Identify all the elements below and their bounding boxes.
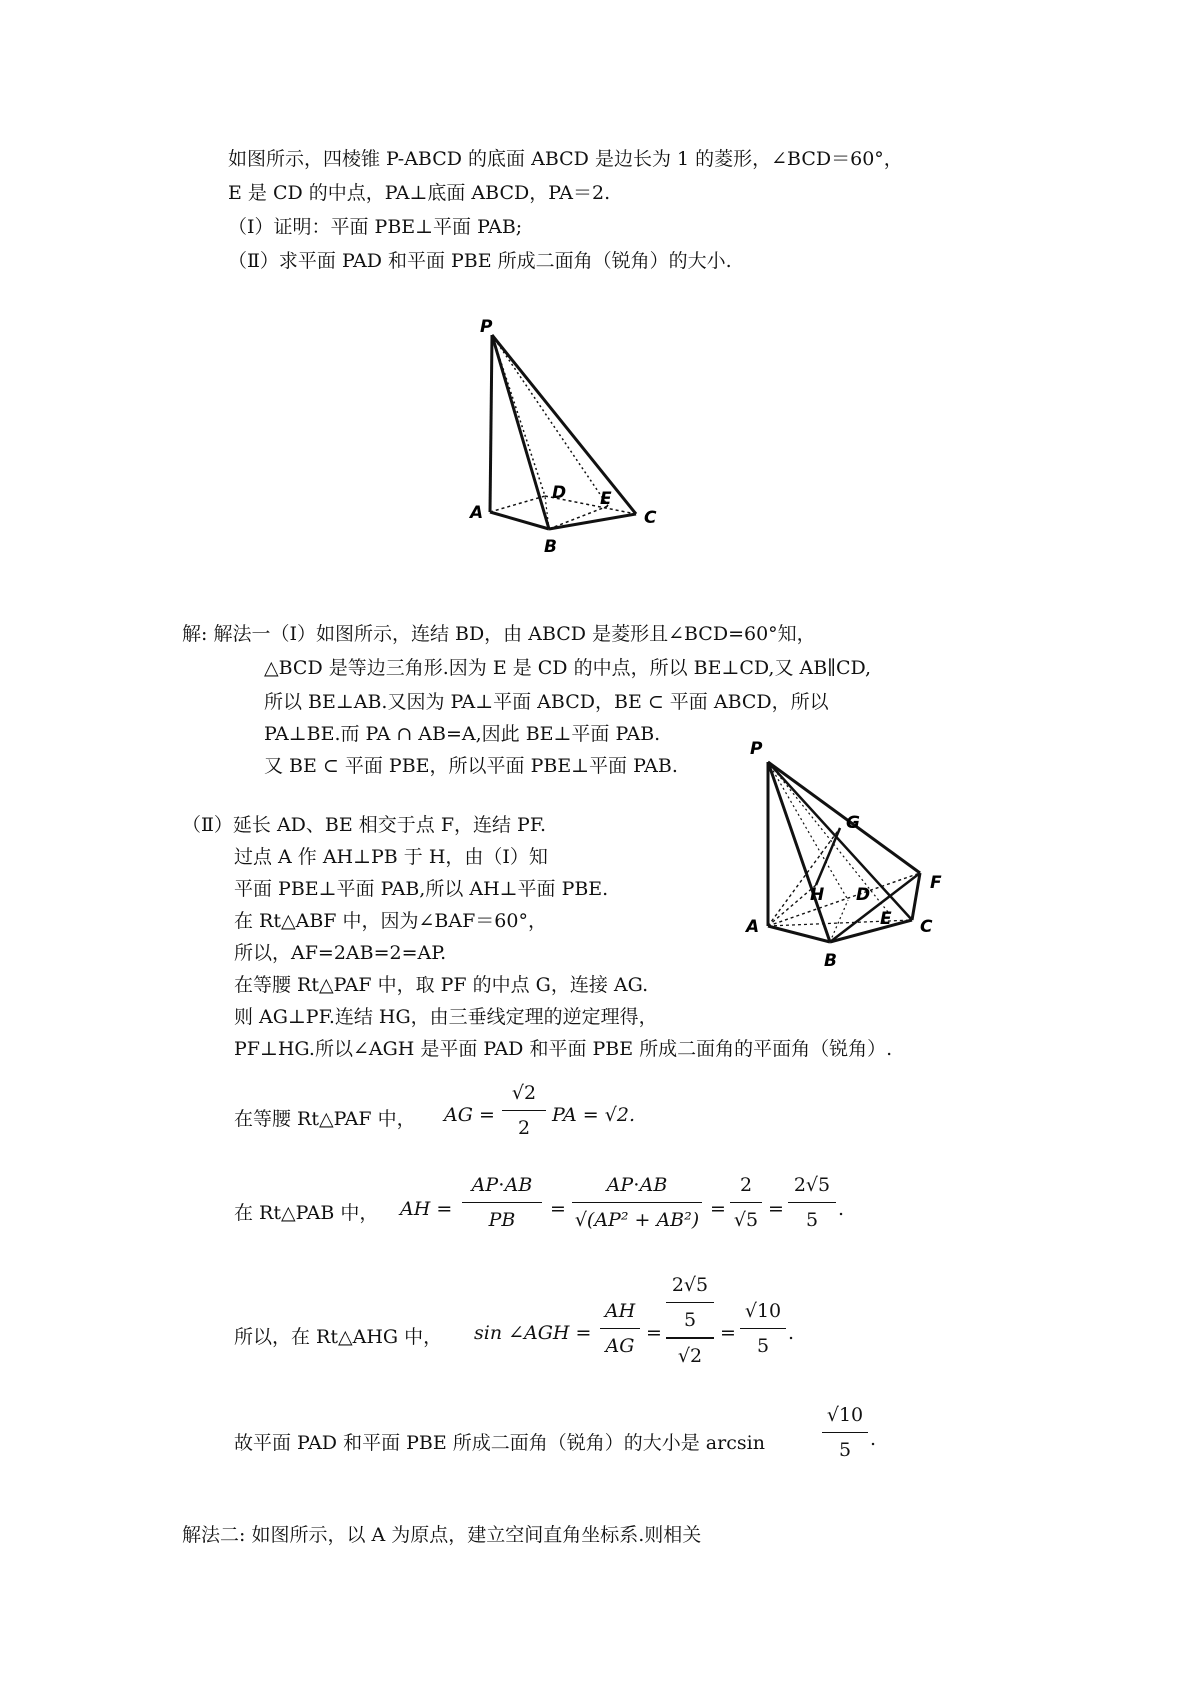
fraction-denominator: 5 <box>805 1209 819 1231</box>
equation-ag-lhs: AG = <box>444 1104 495 1126</box>
fraction-2-over-root5 <box>730 1170 762 1235</box>
solution2-line-6: 在等腰 Rt△PAF 中，取 PF 的中点 G，连接 AG. <box>234 974 649 996</box>
equals-sign: = <box>710 1198 726 1220</box>
solution2-line-5: 所以，AF=2AB=2=AP. <box>234 942 447 964</box>
fraction-2root5-over-5 <box>788 1170 836 1235</box>
equals-sign: = <box>768 1198 784 1220</box>
solution2-line-2: 过点 A 作 AH⊥PB 于 H，由（Ⅰ）知 <box>234 846 548 868</box>
problem-part-2: （Ⅱ）求平面 PAD 和平面 PBE 所成二面角（锐角）的大小. <box>228 250 732 272</box>
fraction-sqrt2-over-2 <box>502 1078 546 1143</box>
vertex-label-d: D <box>856 885 871 905</box>
fraction-numerator: √2 <box>511 1082 537 1104</box>
point-label-h: H <box>810 885 825 905</box>
inner-numerator: 2√5 <box>671 1274 709 1296</box>
fraction-ah-over-ag <box>600 1296 640 1361</box>
equation-ah-lhs: AH = <box>400 1198 453 1220</box>
fraction-denominator: AG <box>605 1335 635 1357</box>
equation-ag-rest: PA = √2. <box>552 1104 635 1126</box>
vertex-label-e: E <box>600 489 612 509</box>
point-label-e: E <box>880 909 892 929</box>
equation-ag-prefix: 在等腰 Rt△PAF 中， <box>234 1108 416 1130</box>
equation-sin-agh <box>234 1270 834 1390</box>
fraction-denominator: PB <box>488 1209 516 1231</box>
fraction-ap-ab-over-root <box>572 1170 702 1235</box>
vertex-label-b: B <box>544 537 557 557</box>
problem-part-1: （Ⅰ）证明：平面 PBE⊥平面 PAB; <box>228 216 523 238</box>
vertex-label-p: P <box>750 740 763 759</box>
solution2-line-8: PF⊥HG.所以∠AGH 是平面 PAD 和平面 PBE 所成二面角的平面角（锐角）. <box>234 1038 893 1060</box>
pyramid-figure-2 <box>740 740 970 970</box>
inner-denominator: 5 <box>683 1309 697 1331</box>
equation-sin-prefix: 所以，在 Rt△AHG 中， <box>234 1326 443 1348</box>
fraction-numerator: 2 <box>739 1174 753 1196</box>
fraction-root10-over-5 <box>822 1400 868 1465</box>
problem-line-2: E 是 CD 的中点，PA⊥底面 ABCD，PA＝2. <box>228 182 611 204</box>
complex-fraction <box>666 1270 714 1371</box>
point-label-g: G <box>846 813 860 833</box>
fraction-denominator: 5 <box>756 1335 770 1357</box>
pyramid-figure-1 <box>460 318 680 568</box>
vertex-label-b: B <box>824 951 837 970</box>
vertex-label-p: P <box>480 318 493 337</box>
vertex-label-c: C <box>644 508 657 528</box>
fraction-root10-over-5 <box>740 1296 786 1361</box>
equation-ah-prefix: 在 Rt△PAB 中， <box>234 1202 379 1224</box>
period: . <box>838 1198 845 1220</box>
period: . <box>788 1322 795 1344</box>
fraction-numerator: AP⋅AB <box>606 1174 668 1196</box>
solution1-line-2: △BCD 是等边三角形.因为 E 是 CD 的中点，所以 BE⊥CD,又 AB∥CD, <box>264 657 872 679</box>
solution1-line-4: PA⊥BE.而 PA ∩ AB=A,因此 BE⊥平面 PAB. <box>264 723 661 745</box>
solution2-line-1: （Ⅱ）延长 AD、BE 相交于点 F，连结 PF. <box>182 814 547 836</box>
vertex-label-a: A <box>470 503 484 523</box>
solution1-line-5: 又 BE ⊂ 平面 PBE，所以平面 PBE⊥平面 PAB. <box>264 755 678 777</box>
equation-ag <box>234 1078 834 1158</box>
fraction-denominator: 2 <box>517 1117 531 1139</box>
fraction-numerator: √10 <box>826 1404 864 1426</box>
period: . <box>870 1428 877 1450</box>
fraction-numerator: √10 <box>744 1300 782 1322</box>
method2-line: 解法二: 如图所示，以 A 为原点，建立空间直角坐标系.则相关 <box>182 1524 702 1546</box>
solution1-line-3: 所以 BE⊥AB.又因为 PA⊥平面 ABCD，BE ⊂ 平面 ABCD，所以 <box>264 691 829 713</box>
equals-sign: = <box>550 1198 566 1220</box>
conclusion-text: 故平面 PAD 和平面 PBE 所成二面角（锐角）的大小是 arcsin <box>234 1432 765 1454</box>
point-label-f: F <box>930 873 942 893</box>
solution2-line-4: 在 Rt△ABF 中，因为∠BAF＝60°， <box>234 910 547 932</box>
solution2-line-3: 平面 PBE⊥平面 PAB,所以 AH⊥平面 PBE. <box>234 878 609 900</box>
fraction-ap-ab-over-pb <box>462 1170 542 1235</box>
fraction-numerator: AP⋅AB <box>471 1174 533 1196</box>
fraction-denominator: √5 <box>733 1209 759 1231</box>
problem-line-1: 如图所示，四棱锥 P-ABCD 的底面 ABCD 是边长为 1 的菱形，∠BCD＝60°， <box>228 148 903 170</box>
equals-sign: = <box>646 1322 662 1344</box>
equation-ah <box>234 1170 874 1254</box>
solution1-line-1: 解: 解法一（Ⅰ）如图所示，连结 BD，由 ABCD 是菱形且∠BCD=60°知， <box>182 623 816 645</box>
equation-sin-lhs: sin ∠AGH = <box>474 1322 592 1344</box>
vertex-label-c: C <box>920 917 933 937</box>
fraction-numerator: 2√5 <box>793 1174 831 1196</box>
equals-sign: = <box>720 1322 736 1344</box>
solution2-line-7: 则 AG⊥PF.连结 HG，由三垂线定理的逆定理得， <box>234 1006 658 1028</box>
fraction-denominator: 5 <box>838 1439 852 1461</box>
fraction-numerator: AH <box>604 1300 636 1322</box>
fraction-denominator: √2 <box>677 1345 703 1367</box>
fraction-denominator: √(AP² + AB²) <box>574 1209 700 1231</box>
conclusion <box>234 1400 894 1480</box>
vertex-label-d: D <box>552 483 567 503</box>
vertex-label-a: A <box>746 917 760 937</box>
